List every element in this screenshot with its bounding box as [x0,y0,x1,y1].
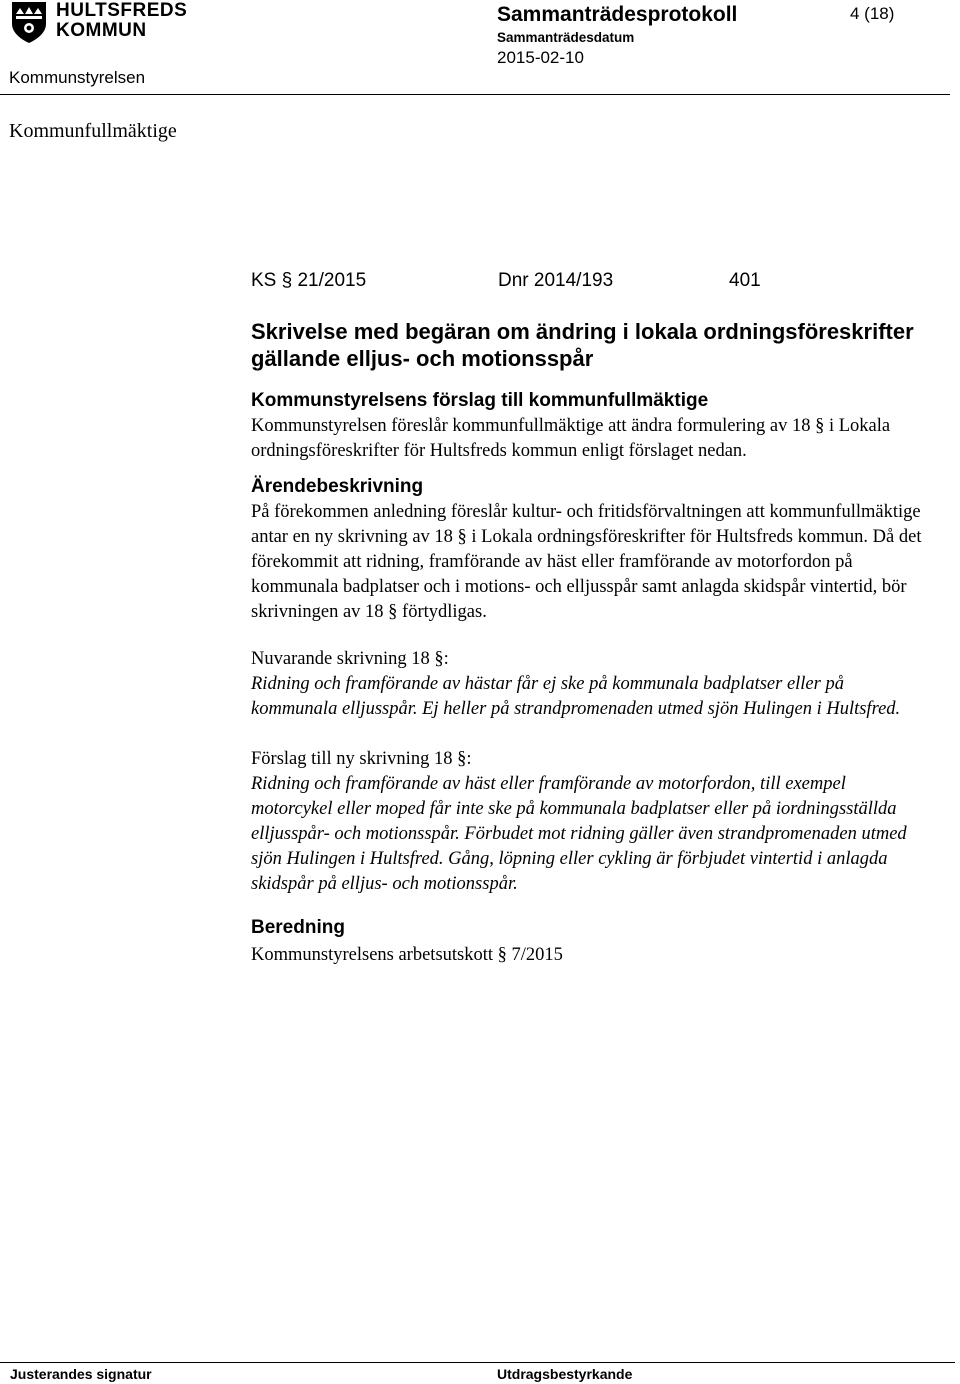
description-text: På förekommen anledning föreslår kultur- och fritidsförvaltningen att kommunfullmäktige antar en ny skrivning av 18 § i Lokala ordningsföreskrifter för Hultsfreds kommun. Då det förekommit att ridning, framförande av häst eller framförande av motorfordon på kommunala badplatser och i motions- och elljusspår samt anlagda skidspår vintertid, bör skrivningen av 18 § förtydligas. [251,502,922,622]
new-wording-text: Ridning och framförande av häst eller framförande av motorfordon, till exempel motorcykel eller moped får inte ske på kommunala badplatser eller på iordningsställda elljusspår- och motionsspår. Förbudet mot ridning gäller även strandpromenaden utmed sjön Hulingen i Hultsfred. Gång, löpning eller cykling är förbjudet vintertid i anlagda skidspår på elljus- och motionsspår. [251,774,907,894]
meeting-date-label: Sammanträdesdatum [497,30,635,45]
description-heading: Ärendebeskrivning [251,476,424,497]
signature-label: Justerandes signatur [10,1366,152,1382]
logo-text-line2: KOMMUN [56,20,147,41]
page-number: 4 (18) [850,4,895,23]
footer-divider [0,1362,955,1363]
current-wording-text: Ridning och framförande av hästar får ej ske på kommunala badplatser eller på kommunala elljusspår. Ej heller på strandpromenaden utmed sjön Hulingen i Hultsfred. [251,674,901,719]
case-reference-line [251,266,931,296]
certification-label: Utdragsbestyrkande [497,1366,633,1382]
header-divider [0,94,950,95]
municipality-logo [10,0,188,46]
new-wording-label: Förslag till ny skrivning 18 §: [251,749,472,769]
logo-text-line1: HULTSFREDS [56,0,188,21]
proposal-text: Kommunstyrelsen föreslår kommunfullmäktige att ändra formulering av 18 § i Lokala ordningsföreskrifter för Hultsfreds kommun enligt förslaget nedan. [251,416,891,461]
case-number: KS § 21/2015 [251,270,367,291]
recipient-body: Kommunfullmäktige [9,120,177,142]
organization-name: Kommunstyrelsen [9,68,146,87]
preparation-heading: Beredning [251,917,345,938]
proposal-heading: Kommunstyrelsens förslag till kommunfullmäktige [251,390,709,411]
case-code: 401 [729,270,761,291]
coat-of-arms-icon [10,0,48,44]
registry-number: Dnr 2014/193 [498,270,614,291]
main-content [251,266,931,968]
document-title: Sammanträdesprotokoll [497,3,738,26]
current-wording-label: Nuvarande skrivning 18 §: [251,649,449,669]
case-title: Skrivelse med begäran om ändring i lokala ordningsföreskrifter gällande elljus- och motionsspår [251,319,914,371]
preparation-text: Kommunstyrelsens arbetsutskott § 7/2015 [251,945,563,965]
meeting-date-value: 2015-02-10 [497,48,584,67]
